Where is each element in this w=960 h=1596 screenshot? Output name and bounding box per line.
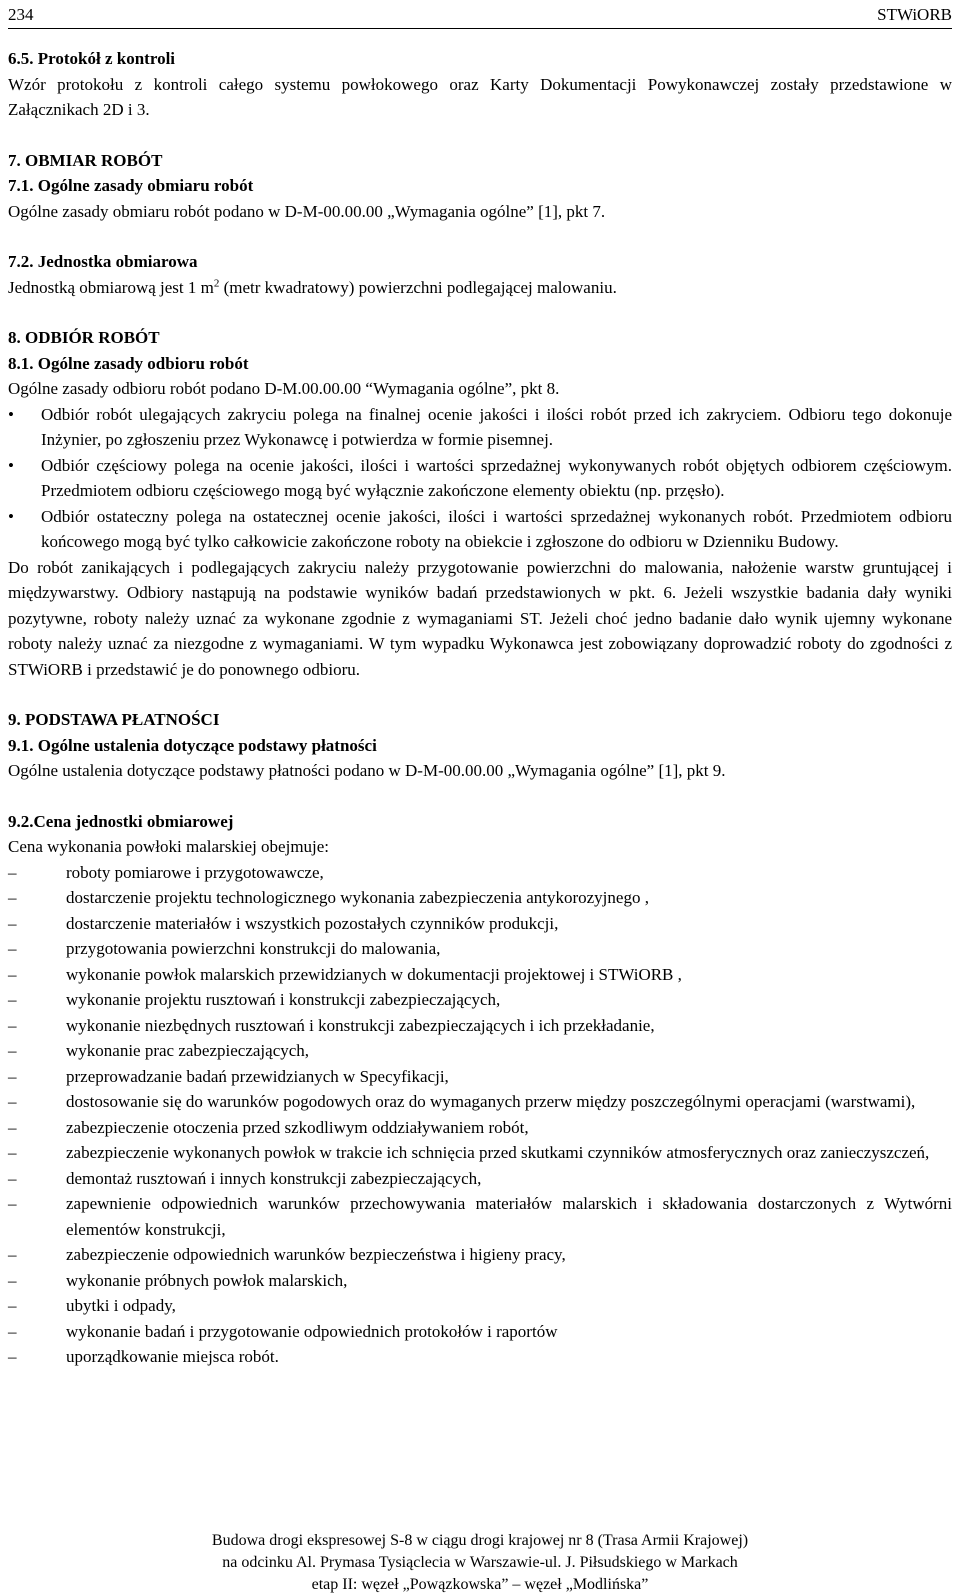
dash-icon: – — [8, 1321, 17, 1341]
dash-icon: – — [8, 1066, 17, 1086]
list-item: – zabezpieczenie wykonanych powłok w trakcie ich schnięcia przed skutkami czynników atmosferycznych oraz zanieczyszczeń, — [8, 1140, 952, 1166]
list-item: – wykonanie niezbędnych rusztowań i konstrukcji zabezpieczających i ich przekładanie, — [8, 1013, 952, 1039]
list-item: – dostosowanie się do warunków pogodowych oraz do wymaganych przerw między poszczególnymi operacjami (warstwami), — [8, 1089, 952, 1115]
dash-icon: – — [8, 1194, 17, 1213]
section-heading-7: 7. OBMIAR ROBÓT — [8, 150, 163, 170]
bullet-icon: • — [8, 455, 14, 475]
footer-line-3: etap II: węzeł „Powązkowska” – węzeł „Modlińska” — [311, 1576, 649, 1593]
list-item: – przeprowadzanie badań przewidzianych w Specyfikacji, — [8, 1064, 952, 1090]
list-item: • Odbiór ostateczny polega na ostatecznej ocenie jakości, ilości i wartości sprzedażnej wykonanych robót. Przedmiotem odbioru końcowego mogą być tylko całkowicie zakończone roboty na obiekcie i zgłoszone do odbioru w Dzienniku Budowy. — [8, 504, 952, 555]
page-number: 234 — [8, 5, 34, 24]
list-item: • Odbiór częściowy polega na ocenie jakości, ilości i wartości sprzedażnej wykonywanych robót objętych odbiorem częściowym. Przedmiotem odbioru częściowego mogą być wyłącznie zakończone elementy obiektu (np. przęsło). — [8, 453, 952, 504]
dash-icon: – — [8, 990, 17, 1009]
list-item: – zabezpieczenie otoczenia przed szkodliwym oddziaływaniem robót, — [8, 1115, 952, 1141]
section-heading-8-1: 8.1. Ogólne zasady odbioru robót — [8, 353, 249, 373]
section-text-8-1: Ogólne zasady odbioru robót podano D-M.00.00.00 “Wymagania ogólne”, pkt 8. — [8, 379, 560, 398]
dash-icon: – — [8, 1117, 17, 1137]
dash-icon: – — [8, 1347, 17, 1366]
list-item: – wykonanie prac zabezpieczających, — [8, 1038, 952, 1064]
section-heading-7-2: 7.2. Jednostka obmiarowa — [8, 252, 198, 271]
section-paragraph-8: Do robót zanikających i podlegających zakryciu należy przygotowanie powierzchni do malowania, nałożenie warstw gruntującej i międzywarstwy. Odbiory nastąpują na podstawie wyników badań przedstawionych w pkt. 6. Jeżeli wszystkie badania dały wyniki pozytywne, roboty należy uznać za wykonane zgodnie z wymaganiami ST. Jeżeli choć jedno badanie dało wynik ujemny wykonane roboty należy uznać za niezgodne z wymaganiami. W tym wypadku Wykonawca jest zobowiązany doprowadzić roboty do zgodności z STWiORB i przedstawić je do ponownego odbioru. — [8, 557, 952, 679]
list-item: – dostarczenie projektu technologicznego wykonania zabezpieczenia antykorozyjnego , — [8, 885, 952, 911]
list-item: – wykonanie badań i przygotowanie odpowiednich protokołów i raportów — [8, 1319, 952, 1345]
bullet-icon: • — [8, 506, 14, 526]
section-text-6-5: Wzór protokołu z kontroli całego systemu powłokowego oraz Karty Dokumentacji Powykonawczej zostały przedstawione w Załącznikach 2D i 3. — [8, 74, 952, 119]
dash-icon: – — [8, 1041, 17, 1060]
list-item: – demontaż rusztowań i innych konstrukcji zabezpieczających, — [8, 1166, 952, 1192]
dash-icon: – — [8, 1270, 17, 1290]
dash-icon: – — [8, 1143, 17, 1162]
page-content — [8, 46, 952, 1370]
bullet-icon: • — [8, 404, 14, 424]
list-item: • Odbiór robót ulegających zakryciu polega na finalnej ocenie jakości i ilości robót przed ich zakryciem. Odbioru tego dokonuje Inżynier, po zgłoszeniu przez Wykonawcę i potwierdza w formie pisemnej. — [8, 402, 952, 453]
dash-icon: – — [8, 1245, 17, 1264]
document-code: STWiORB — [877, 5, 952, 24]
section-heading-9-2: 9.2.Cena jednostki obmiarowej — [8, 811, 234, 831]
dash-icon: – — [8, 1092, 17, 1111]
section-text-7-1: Ogólne zasady obmiaru robót podano w D-M-00.00.00 „Wymagania ogólne” [1], pkt 7. — [8, 201, 606, 221]
list-item: – uporządkowanie miejsca robót. — [8, 1344, 952, 1370]
section-intro-9-2: Cena wykonania powłoki malarskiej obejmuje: — [8, 837, 330, 856]
list-item: – zabezpieczenie odpowiednich warunków bezpieczeństwa i higieny pracy, — [8, 1242, 952, 1268]
page-header — [8, 2, 952, 29]
list-item: – wykonanie powłok malarskich przewidzianych w dokumentacji projektowej i STWiORB , — [8, 962, 952, 988]
dash-icon: – — [8, 1168, 17, 1188]
list-item: – dostarczenie materiałów i wszystkich pozostałych czynników produkcji, — [8, 911, 952, 937]
footer-line-1: Budowa drogi ekspresowej S-8 w ciągu drogi krajowej nr 8 (Trasa Armii Krajowej) — [211, 1532, 749, 1549]
list-item: – ubytki i odpady, — [8, 1293, 952, 1319]
dash-icon: – — [8, 888, 17, 907]
dash-icon: – — [8, 862, 17, 882]
page-footer — [8, 1530, 952, 1596]
section-heading-9: 9. PODSTAWA PŁATNOŚCI — [8, 710, 220, 729]
dash-icon: – — [8, 1015, 17, 1035]
section-heading-8: 8. ODBIÓR ROBÓT — [8, 328, 160, 347]
dash-icon: – — [8, 964, 17, 984]
section-text-7-2: Jednostką obmiarową jest 1 $m^2$ (metr kwadratowy) powierzchni podlegającej malowaniu. — [8, 276, 617, 297]
list-item: – wykonanie projektu rusztowań i konstrukcji zabezpieczających, — [8, 987, 952, 1013]
footer-line-2: na odcinku Al. Prymasa Tysiąclecia w Warszawie-ul. J. Piłsudskiego w Markach — [222, 1554, 738, 1571]
list-item: – wykonanie próbnych powłok malarskich, — [8, 1268, 952, 1294]
section-heading-6-5: 6.5. Protokół z kontroli — [8, 49, 176, 68]
price-items-list — [8, 860, 952, 1370]
dash-icon: – — [8, 913, 17, 933]
section-heading-9-1: 9.1. Ogólne ustalenia dotyczące podstawy płatności — [8, 735, 377, 755]
list-item: – zapewnienie odpowiednich warunków przechowywania materiałów malarskich i składowania dostarczonych z Wytwórni elementów konstrukcji, — [8, 1191, 952, 1242]
acceptance-bullet-list — [8, 402, 952, 555]
list-item: – przygotowania powierzchni konstrukcji do malowania, — [8, 936, 952, 962]
section-text-9-1: Ogólne ustalenia dotyczące podstawy płatności podano w D-M-00.00.00 „Wymagania ogólne” [1], pkt 9. — [8, 761, 726, 780]
dash-icon: – — [8, 1296, 17, 1315]
list-item: – roboty pomiarowe i przygotowawcze, — [8, 860, 952, 886]
dash-icon: – — [8, 939, 17, 958]
section-heading-7-1: 7.1. Ogólne zasady obmiaru robót — [8, 176, 254, 195]
